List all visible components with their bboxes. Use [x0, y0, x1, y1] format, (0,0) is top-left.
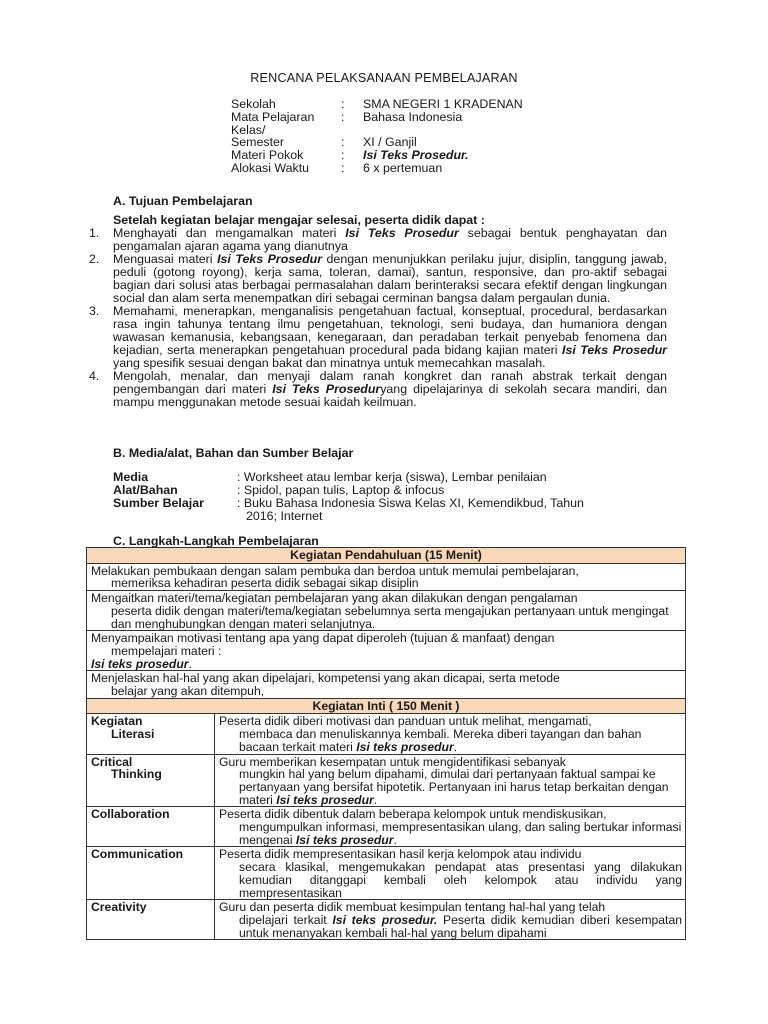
item-number: 2. — [89, 252, 100, 266]
cell-emphasis: Isi teks prosedur — [295, 832, 394, 847]
media-label: Alat/Bahan — [113, 483, 178, 497]
table-cell — [87, 591, 686, 631]
media-value: : Spidol, papan tulis, Laptop & infocus — [237, 483, 445, 497]
table-row — [87, 807, 686, 847]
item-text: Menguasai materi — [113, 252, 218, 266]
objective-item — [89, 227, 667, 253]
table-row — [87, 671, 686, 698]
item-text: Memahami, menerapkan, menganalisis pengetahuan factual, konseptual, procedural, berdasarkan rasa ingin tahunya tentang ilmu pengetahuan, teknologi, seni budaya, dan humaniora dengan wawasan kemanusia, kebangsaan, kenegaraan, dan peradaban terkait penyebab fenomena dan kejadian, serta menerapkan pengetahuan procedural pada bidang kajian materi — [113, 304, 667, 357]
cell-text: . — [373, 792, 378, 807]
info-row-mapel — [231, 111, 523, 124]
table-cell — [215, 754, 686, 807]
section-a-heading: A. Tujuan Pembelajaran — [113, 194, 253, 208]
cell-text: Menyampaikan motivasi tentang apa yang dapat diperoleh (tujuan & manfaat) dengan — [91, 631, 555, 646]
table-cell — [215, 807, 686, 847]
info-value: SMA NEGERI 1 KRADENAN — [363, 97, 523, 111]
info-colon: : — [341, 160, 345, 175]
info-colon: : — [341, 97, 345, 111]
activity-label-cell — [87, 754, 215, 807]
info-label: Kelas/ — [231, 122, 266, 137]
activity-label: Communication — [91, 847, 184, 862]
cell-emphasis: Isi teks prosedur — [276, 792, 374, 807]
table-row — [87, 847, 686, 900]
cell-text: Peserta didik kemudian diberi kesempatan untuk menanyakan kembali hal-hal yang belum dipahami — [239, 912, 682, 940]
info-value: Isi Teks Prosedur. — [363, 148, 469, 163]
objective-item — [89, 305, 667, 370]
table-cell — [215, 714, 686, 754]
item-text: Mengolah, menalar, dan menyaji dalam ranah kongkret dan ranah abstrak terkait dengan pengembangan dari materi — [113, 369, 667, 396]
media-value: : Buku Bahasa Indonesia Siswa Kelas XI, Kemendikbud, Tahun — [237, 496, 584, 510]
info-value: XI / Ganjil — [363, 135, 417, 150]
table-cell — [87, 563, 686, 590]
cell-text: peserta didik dengan materi/tema/kegiatan sebelumnya serta mengajukan pertanyaan untuk mengingat dan menghubungkan dengan materi selanjutnya. — [111, 603, 669, 631]
item-text: yang spesifik sesuai dengan bakat dan minatnya untuk memecahkan masalah. — [113, 356, 546, 370]
section-c-heading: C. Langkah-Langkah Pembelajaran — [113, 534, 319, 548]
table-row — [87, 591, 686, 631]
cell-emphasis: Isi teks prosedur. — [332, 912, 438, 927]
table-row — [87, 548, 686, 564]
table-cell — [215, 847, 686, 900]
document-title: RENCANA PELAKSANAAN PEMBELAJARAN — [250, 71, 518, 85]
cell-text: Menjelaskan hal-hal yang akan dipelajari, kompetensi yang akan dicapai, serta metode — [91, 671, 560, 686]
cell-emphasis: Isi teks prosedur — [91, 656, 189, 671]
cell-text: mungkin hal yang belum dipahami, dimulai dari pertanyaan faktual sampai ke pertanyaan yang bersifat hipotetik. Pertanyaan ini harus tetap berkaitan dengan materi — [239, 767, 669, 807]
table-cell — [215, 900, 686, 940]
table-row — [87, 754, 686, 807]
cell-text: Melakukan pembukaan dengan salam pembuka dan berdoa untuk memulai pembelajaran, — [91, 563, 579, 578]
item-emphasis: Isi Teks Prosedur — [345, 226, 459, 240]
media-block — [113, 471, 584, 523]
media-row — [113, 510, 584, 523]
media-label: Media — [113, 470, 149, 484]
section-a-intro: Setelah kegiatan belajar mengajar selesai, peserta didik dapat : — [113, 213, 485, 227]
cell-text: Peserta didik diberi motivasi dan panduan untuk melihat, mengamati, — [219, 714, 592, 729]
cell-text: . — [453, 739, 458, 754]
item-emphasis: Isi Teks Prosedur — [272, 382, 381, 396]
activity-label-cell — [87, 900, 215, 940]
item-text: yang dipelajarinya di sekolah secara mandiri, dan mampu menggunakan metode sesuai kaidah keilmuan. — [113, 382, 667, 409]
activity-label: Kegiatan — [91, 714, 143, 729]
learning-steps-table — [86, 547, 686, 940]
cell-text: mempelajari materi : — [111, 643, 222, 658]
cell-text: Guru memberikan kesempatan untuk mengidentifikasi sebanyak — [219, 754, 566, 769]
info-row-alokasi — [231, 162, 523, 175]
item-text: dengan menunjukkan perilaku jujur, disiplin, tanggung jawab, peduli (gotong royong), kerja sama, toleran, damai), santun, responsive, dan pro-aktif sebagai bagian dari solusi atas berbagai permasalahan dalam berinteraksi secara efektif dengan lingkungan social dan alam serta menempatkan diri sebagai cerminan bangsa dalam pergaulan dunia. — [113, 252, 667, 305]
cell-text: memeriksa kehadiran peserta didik sebagai sikap disiplin — [111, 576, 419, 591]
activity-label: Thinking — [111, 767, 162, 782]
info-label: Mata Pelajaran — [231, 109, 315, 124]
activity-label: Collaboration — [91, 807, 170, 822]
media-row — [113, 497, 584, 510]
info-label: Sekolah — [231, 97, 276, 111]
item-emphasis: Isi Teks Prosedur — [562, 343, 667, 357]
pendahuluan-header: Kegiatan Pendahuluan (15 Menit) — [87, 548, 686, 564]
activity-label: Literasi — [111, 727, 155, 742]
identity-block — [231, 98, 523, 175]
cell-text: . — [188, 656, 192, 671]
table-row — [87, 563, 686, 590]
cell-text: Peserta didik dibentuk dalam beberapa kelompok untuk mendiskusikan, — [219, 807, 607, 822]
info-label: Semester — [231, 135, 285, 150]
activity-label: Creativity — [91, 900, 147, 915]
activity-label-cell — [87, 714, 215, 754]
info-value: Bahasa Indonesia — [363, 109, 463, 124]
info-colon: : — [341, 148, 345, 163]
objective-item — [89, 370, 667, 409]
activity-label: Critical — [91, 754, 133, 769]
item-number: 3. — [89, 304, 100, 318]
item-text: sebagai bentuk penghayatan dan pengamalan ajaran agama yang dianutnya — [113, 226, 667, 253]
inti-header: Kegiatan Inti ( 150 Menit ) — [87, 698, 686, 714]
info-colon: : — [341, 135, 345, 150]
cell-text: . — [393, 832, 397, 847]
info-label: Alokasi Waktu — [231, 160, 310, 175]
cell-text: dipelajari terkait — [239, 912, 333, 927]
info-label: Materi Pokok — [231, 148, 304, 163]
info-value: 6 x pertemuan — [363, 160, 443, 175]
activity-label-cell — [87, 807, 215, 847]
cell-text: Peserta didik mempresentasikan hasil kerja kelompok atau individu — [219, 847, 582, 862]
table-row — [87, 900, 686, 940]
media-label: Sumber Belajar — [113, 496, 204, 510]
cell-text: mengumpulkan informasi, mempresentasikan ulang, dan saling bertukar informasi mengenai — [239, 820, 682, 847]
activity-label-cell — [87, 847, 215, 900]
table-row — [87, 714, 686, 754]
table-row — [87, 698, 686, 714]
cell-text: belajar yang akan ditempuh, — [111, 684, 265, 699]
media-value: : Worksheet atau lembar kerja (siswa), Lembar penilaian — [237, 470, 547, 484]
cell-text: Mengaitkan materi/tema/kegiatan pembelajaran yang akan dilakukan dengan pengalaman — [91, 591, 578, 606]
item-emphasis: Isi Teks Prosedur — [217, 252, 323, 266]
table-cell — [87, 631, 686, 671]
info-colon: : — [341, 109, 345, 124]
table-row — [87, 631, 686, 671]
media-value: 2016; Internet — [246, 509, 323, 523]
cell-emphasis: Isi teks prosedur — [356, 739, 454, 754]
item-number: 4. — [89, 369, 100, 383]
cell-text: secara klasikal, mengemukakan pendapat atas presentasi yang dilakukan kemudian ditanggapi kembali oleh kelompok atau individu yang mempresentasikan — [239, 860, 682, 900]
objectives-list — [89, 227, 667, 409]
cell-text: membaca dan menuliskannya kembali. Mereka diberi tayangan dan bahan bacaan terkait materi — [239, 727, 642, 754]
cell-text: Guru dan peserta didik membuat kesimpulan tentang hal-hal yang telah — [219, 900, 606, 915]
section-b-heading: B. Media/alat, Bahan dan Sumber Belajar — [113, 446, 354, 460]
table-cell — [87, 671, 686, 698]
objective-item — [89, 253, 667, 305]
item-number: 1. — [89, 226, 100, 240]
item-text: Menghayati dan mengamalkan materi — [113, 226, 346, 240]
